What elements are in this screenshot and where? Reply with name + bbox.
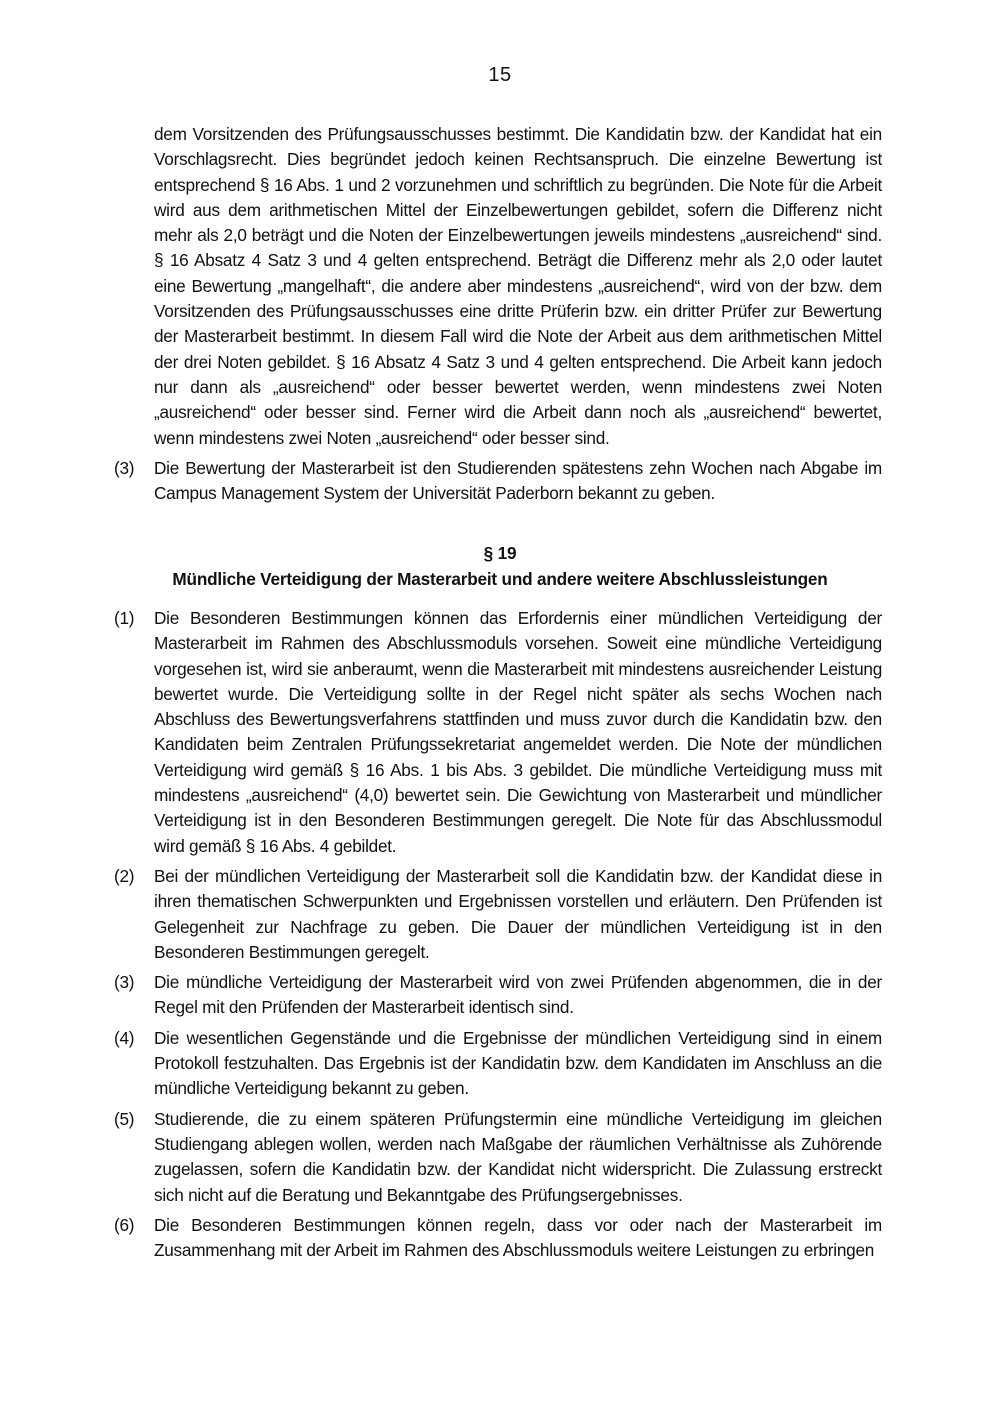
section-number: § 19 — [483, 543, 517, 563]
paragraph-text: Die Besonderen Bestimmungen können regeln, dass vor oder nach der Masterarbeit im Zusammenhang mit der Arbeit im Rahmen des Abschlussmoduls weitere Leistungen zu erbringen — [154, 1214, 882, 1261]
paragraph-text: Studierende, die zu einem späteren Prüfungstermin eine mündliche Verteidigung im gleichen Studiengang ablegen wollen, werden nach Maßgabe der räumlichen Verhältnisse als Zuhörende zugelassen, sofern die Kandidatin bzw. der Kandidat nicht widerspricht. Die Zulassung erstreckt sich nicht auf die Beratung und Bekanntgabe des Prüfungsergebnisses. — [154, 1108, 882, 1205]
paragraph-1 — [114, 606, 882, 859]
paragraph-3-prev — [114, 456, 882, 507]
paragraph-6 — [114, 1213, 882, 1264]
paragraph-number: (1) — [114, 608, 135, 628]
paragraph-number: (6) — [114, 1214, 135, 1235]
continued-paragraph-text: dem Vorsitzenden des Prüfungsausschusses bestimmt. Die Kandidatin bzw. der Kandidat hat ein Vorschlagsrecht. Dies begründet jedoch keinen Rechtsanspruch. Die einzelne Bewertung ist entsprechend § 16 Abs. 1 und 2 vorzunehmen und schriftlich zu begründen. Die Note für die Arbeit wird aus dem arithmetischen Mittel der Einzelbewertungen gebildet, sofern die Differenz nicht mehr als 2,0 beträgt und die Noten der Einzelbewertungen jeweils mindestens „ausreichend“ sind. § 16 Absatz 4 Satz 3 und 4 gelten entsprechend. Beträgt die Differenz mehr als 2,0 oder lautet eine Bewertung „mangelhaft“, die andere aber mindestens „ausreichend“, wird von der bzw. dem Vorsitzenden des Prüfungsausschusses eine dritte Prüferin bzw. ein dritter Prüfer zur Bewertung der Masterarbeit bestimmt. In diesem Fall wird die Note der Arbeit aus dem arithmetischen Mittel der drei Noten gebildet. § 16 Absatz 4 Satz 3 und 4 gelten entsprechend. Die Arbeit kann jedoch nur dann als „ausreichend“ oder besser bewertet werden, wenn mindestens zwei Noten „ausreichend“ oder besser sind. Ferner wird die Arbeit dann noch als „ausreichend“ bewertet, wenn mindestens zwei Noten „ausreichend“ oder besser sind. — [154, 124, 882, 448]
paragraph-text: Bei der mündlichen Verteidigung der Masterarbeit soll die Kandidatin bzw. der Kandidat diese in ihren thematischen Schwerpunkten und Ergebnissen vorstellen und erläutern. Den Prüfenden ist Gelegenheit zur Nachfrage zu geben. Die Dauer der mündlichen Verteidigung ist in den Besonderen Bestimmungen geregelt. — [154, 865, 882, 962]
paragraph-number: (4) — [114, 1027, 135, 1048]
paragraph-2 — [114, 864, 882, 965]
paragraph-number: (3) — [114, 457, 135, 478]
previous-section-continuation — [114, 122, 882, 506]
section-19-body — [114, 606, 882, 1263]
paragraph-5 — [114, 1107, 882, 1208]
paragraph-text: Die Besonderen Bestimmungen können das Erfordernis einer mündlichen Verteidigung der Masterarbeit im Rahmen des Abschlussmoduls vorsehen. Soweit eine mündliche Verteidigung vorgesehen ist, wird sie anberaumt, wenn die Masterarbeit mit mindestens ausreichender Leistung bewertet wurde. Die Verteidigung sollte in der Regel nicht später als sechs Wochen nach Abschluss des Bewertungsverfahrens stattfinden und muss zuvor durch die Kandidatin bzw. den Kandidaten beim Zentralen Prüfungssekretariat angemeldet werden. Die Note der mündlichen Verteidigung wird gemäß § 16 Abs. 1 bis Abs. 3 gebildet. Die mündliche Verteidigung muss mit mindestens „ausreichend“ (4,0) bewertet sein. Die Gewichtung von Masterarbeit und mündlicher Verteidigung ist in den Besonderen Bestimmungen geregelt. Die Note für das Abschlussmodul wird gemäß § 16 Abs. 4 gebildet. — [154, 608, 882, 856]
section-heading — [0, 540, 1000, 592]
page-number: 15 — [488, 64, 512, 86]
paragraph-number: (2) — [114, 865, 135, 886]
paragraph-number: (5) — [114, 1108, 135, 1129]
paragraph-number: (3) — [114, 972, 135, 993]
paragraph-text: Die Bewertung der Masterarbeit ist den Studierenden spätestens zehn Wochen nach Abgabe im Campus Management System der Universität Paderborn bekannt zu geben. — [154, 457, 882, 504]
paragraph-text: Die mündliche Verteidigung der Masterarbeit wird von zwei Prüfenden abgenommen, die in der Regel mit den Prüfenden der Masterarbeit identisch sind. — [154, 972, 882, 1018]
section-title: Mündliche Verteidigung der Masterarbeit und andere weitere Abschlussleistungen — [172, 569, 828, 589]
paragraph-4 — [114, 1026, 882, 1102]
paragraph-3 — [114, 970, 882, 1021]
paragraph-text: Die wesentlichen Gegenstände und die Ergebnisse der mündlichen Verteidigung sind in einem Protokoll festzuhalten. Das Ergebnis ist der Kandidatin bzw. dem Kandidaten im Anschluss an die mündliche Verteidigung bekannt zu geben. — [154, 1027, 882, 1099]
